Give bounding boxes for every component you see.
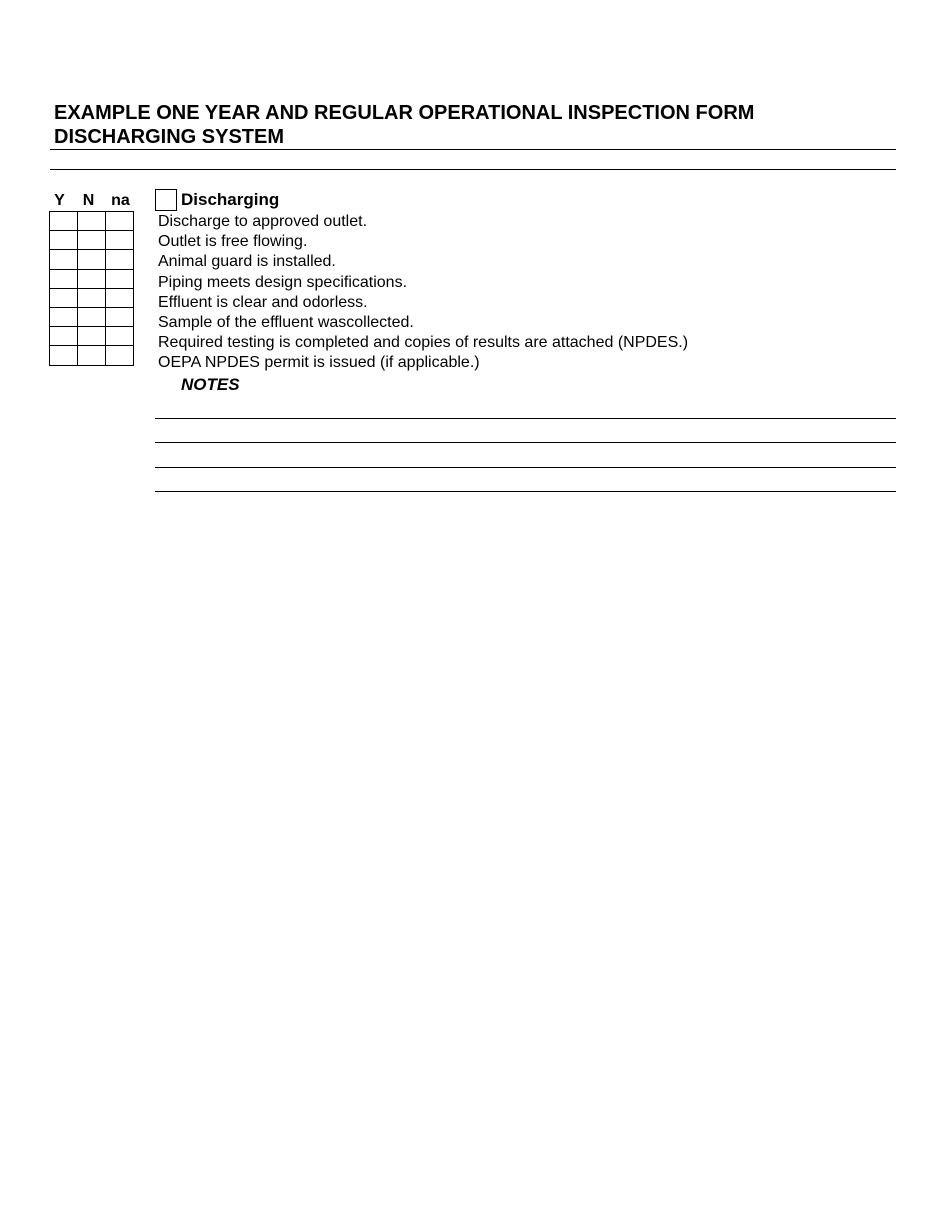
notes-line[interactable]: [155, 467, 896, 468]
checkbox-yes[interactable]: [50, 231, 78, 250]
inspection-item: OEPA NPDES permit is issued (if applicable.): [158, 354, 480, 372]
inspection-item-list: [158, 212, 688, 374]
form-title-line-1: EXAMPLE ONE YEAR AND REGULAR OPERATIONAL INSPECTION FORM: [54, 102, 755, 124]
checkbox-row: [50, 269, 134, 288]
checkbox-na[interactable]: [106, 288, 134, 307]
checkbox-row: [50, 307, 134, 326]
checkbox-grid: [49, 211, 134, 366]
section-title: Discharging: [181, 190, 280, 209]
column-header-no: N: [82, 192, 95, 209]
checkbox-no[interactable]: [78, 346, 106, 365]
checkbox-no[interactable]: [78, 327, 106, 346]
checkbox-row: [50, 212, 134, 231]
inspection-item: Outlet is free flowing.: [158, 233, 308, 251]
checkbox-no[interactable]: [78, 231, 106, 250]
checkbox-na[interactable]: [106, 327, 134, 346]
column-header-na: na: [111, 192, 130, 209]
header-divider: [50, 169, 896, 170]
checkbox-no[interactable]: [78, 212, 106, 231]
checkbox-yes[interactable]: [50, 346, 78, 365]
inspection-item: Discharge to approved outlet.: [158, 213, 368, 230]
notes-line[interactable]: [155, 442, 896, 443]
checkbox-no[interactable]: [78, 307, 106, 326]
checkbox-yes[interactable]: [50, 212, 78, 231]
notes-label: NOTES: [181, 375, 240, 394]
checkbox-yes[interactable]: [50, 250, 78, 269]
checkbox-row: [50, 346, 134, 365]
checkbox-row: [50, 288, 134, 307]
inspection-item: Animal guard is installed.: [158, 253, 336, 271]
inspection-item: Required testing is completed and copies of results are attached (NPDES.): [158, 334, 689, 352]
checkbox-yes[interactable]: [50, 327, 78, 346]
checkbox-na[interactable]: [106, 212, 134, 231]
checkbox-na[interactable]: [106, 307, 134, 326]
notes-line[interactable]: [155, 491, 896, 492]
checkbox-na[interactable]: [106, 250, 134, 269]
section-checkbox[interactable]: [155, 189, 177, 211]
checkbox-yes[interactable]: [50, 269, 78, 288]
checkbox-na[interactable]: [106, 269, 134, 288]
checkbox-na[interactable]: [106, 346, 134, 365]
column-header-yes: Y: [54, 192, 65, 209]
checkbox-na[interactable]: [106, 231, 134, 250]
inspection-item: Effluent is clear and odorless.: [158, 293, 368, 311]
notes-line[interactable]: [155, 418, 896, 419]
checkbox-yes[interactable]: [50, 307, 78, 326]
title-underline: [50, 149, 896, 150]
checkbox-no[interactable]: [78, 250, 106, 269]
checkbox-no[interactable]: [78, 269, 106, 288]
checkbox-no[interactable]: [78, 288, 106, 307]
inspection-item: Sample of the effluent wascollected.: [158, 314, 414, 332]
inspection-item: Piping meets design specifications.: [158, 273, 408, 291]
checkbox-yes[interactable]: [50, 288, 78, 307]
form-title: [54, 101, 754, 149]
checkbox-row: [50, 327, 134, 346]
checkbox-row: [50, 250, 134, 269]
form-title-line-2: DISCHARGING SYSTEM: [54, 126, 285, 148]
checkbox-row: [50, 231, 134, 250]
